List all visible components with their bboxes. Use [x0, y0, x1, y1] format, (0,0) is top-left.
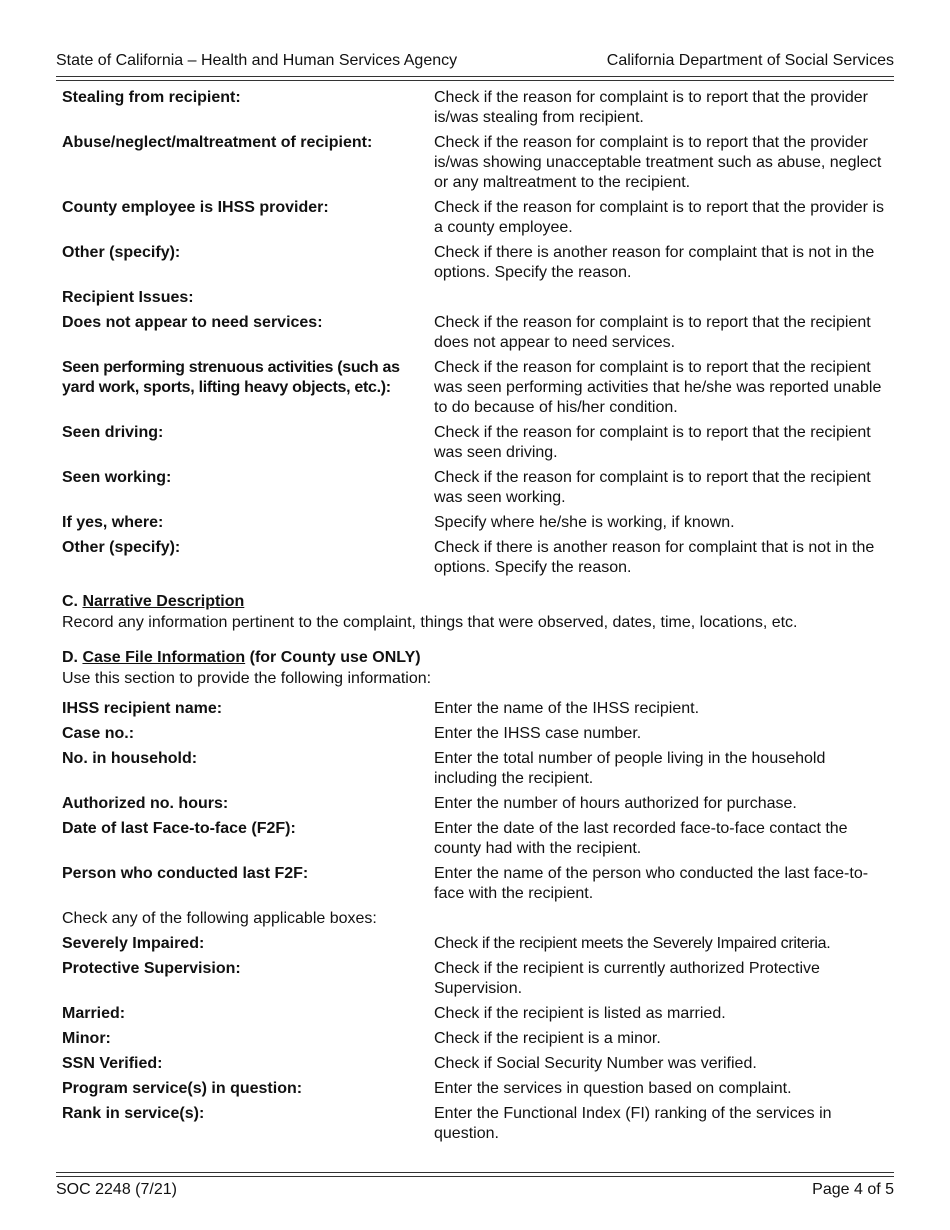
definition-term: Severely Impaired: [62, 935, 205, 952]
definition-row [62, 819, 888, 859]
definition-text: Check if the reason for complaint is to report that the provider is/was showing unacceptable treatment such as abuse, neglect or any maltreatment to the recipient. [434, 134, 882, 191]
footer-rule-double [56, 1176, 894, 1177]
definition-row [62, 538, 888, 578]
definition-text: Check if there is another reason for complaint that is not in the options. Specify the reason. [434, 539, 875, 576]
definition-term: Authorized no. hours: [62, 795, 229, 812]
section-c-text: Record any information pertinent to the complaint, things that were observed, dates, time, locations, etc. [62, 614, 798, 631]
definition-term: Person who conducted last F2F: [62, 865, 309, 882]
section-d-intro: Use this section to provide the following information: [62, 670, 432, 687]
definition-text: Check if the recipient is a minor. [434, 1030, 661, 1047]
definition-text: Check if the recipient meets the Severely Impaired criteria. [434, 935, 831, 952]
definition-text: Check if Social Security Number was verified. [434, 1055, 757, 1072]
definition-text: Enter the IHSS case number. [434, 725, 642, 742]
definition-term: Case no.: [62, 725, 135, 742]
definition-row [62, 699, 888, 719]
section-d-title: Case File Information [82, 649, 246, 666]
definition-row [62, 243, 888, 283]
definition-row [62, 313, 888, 353]
definition-text: Check if the reason for complaint is to report that the recipient was seen working. [434, 469, 871, 506]
definition-text: Enter the name of the person who conducted the last face-to-face with the recipient. [434, 865, 869, 902]
definition-term: Seen driving: [62, 424, 164, 441]
definition-term: IHSS recipient name: [62, 700, 223, 717]
definition-row [62, 133, 888, 193]
page-header [56, 52, 894, 70]
definition-row [62, 198, 888, 238]
definition-text: Enter the name of the IHSS recipient. [434, 700, 700, 717]
definition-row [62, 358, 888, 418]
definition-term: Does not appear to need services: [62, 314, 323, 331]
definition-row [62, 468, 888, 508]
definition-term: No. in household: [62, 750, 198, 767]
definition-term: Rank in service(s): [62, 1105, 205, 1122]
definition-row [62, 749, 888, 789]
page-footer [56, 1181, 894, 1199]
definition-term: Protective Supervision: [62, 960, 241, 977]
header-agency: State of California – Health and Human Services Agency [56, 52, 458, 69]
definition-row [62, 794, 888, 814]
header-department: California Department of Social Services [606, 52, 894, 69]
definition-term: Other (specify): [62, 244, 181, 261]
section-c-heading [62, 592, 888, 612]
definition-text: Check if the recipient is currently authorized Protective Supervision. [434, 960, 820, 997]
definition-text: Check if there is another reason for complaint that is not in the options. Specify the reason. [434, 244, 875, 281]
definition-row [62, 864, 888, 904]
definition-term: Seen working: [62, 469, 172, 486]
definition-row [62, 1029, 888, 1049]
form-number: SOC 2248 (7/21) [56, 1181, 177, 1198]
definition-row [62, 1104, 888, 1144]
definition-text: Enter the total number of people living in the household including the recipient. [434, 750, 826, 787]
recipient-issues-heading: Recipient Issues: [62, 289, 194, 306]
definition-row [62, 1079, 888, 1099]
footer-rule [56, 1172, 894, 1173]
definition-term: Abuse/neglect/maltreatment of recipient: [62, 134, 373, 151]
definition-row [62, 1004, 888, 1024]
definition-term: County employee is IHSS provider: [62, 199, 329, 216]
definition-text: Specify where he/she is working, if known. [434, 514, 735, 531]
definition-term: Other (specify): [62, 539, 181, 556]
definition-text: Check if the reason for complaint is to report that the recipient was seen driving. [434, 424, 871, 461]
definition-row [62, 934, 888, 954]
header-rule-double [56, 80, 894, 81]
section-d-heading [62, 648, 888, 668]
instructions-body [62, 88, 888, 1149]
definition-row [62, 513, 888, 533]
section-d-suffix: (for County use ONLY) [249, 649, 421, 666]
header-rule [56, 76, 894, 77]
definition-text: Enter the date of the last recorded face-to-face contact the county had with the recipient. [434, 820, 848, 857]
section-d-letter: D. [62, 649, 78, 666]
definition-row [62, 88, 888, 128]
page-number: Page 4 of 5 [812, 1181, 894, 1198]
definition-term: Married: [62, 1005, 126, 1022]
definition-term: Seen performing strenuous activities (such as yard work, sports, lifting heavy objects, etc.): [62, 359, 400, 396]
definition-row [62, 1054, 888, 1074]
definition-row [62, 959, 888, 999]
definition-row [62, 724, 888, 744]
definition-text: Enter the services in question based on complaint. [434, 1080, 792, 1097]
definition-text: Enter the Functional Index (FI) ranking of the services in question. [434, 1105, 832, 1142]
definition-text: Check if the recipient is listed as married. [434, 1005, 726, 1022]
definition-text: Check if the reason for complaint is to report that the provider is/was stealing from recipient. [434, 89, 868, 126]
definition-term: If yes, where: [62, 514, 164, 531]
definition-text: Enter the number of hours authorized for purchase. [434, 795, 797, 812]
definition-text: Check if the reason for complaint is to report that the provider is a county employee. [434, 199, 884, 236]
checkbox-intro: Check any of the following applicable boxes: [62, 910, 377, 927]
section-c-letter: C. [62, 593, 78, 610]
definition-text: Check if the reason for complaint is to report that the recipient was seen performing activities that he/she was reported unable to do because of his/her condition. [434, 359, 882, 416]
definition-row [62, 423, 888, 463]
definition-term: Program service(s) in question: [62, 1080, 303, 1097]
definition-text: Check if the reason for complaint is to report that the recipient does not appear to need services. [434, 314, 871, 351]
definition-term: Date of last Face-to-face (F2F): [62, 820, 296, 837]
section-c-title: Narrative Description [82, 593, 245, 610]
definition-term: SSN Verified: [62, 1055, 163, 1072]
definition-term: Minor: [62, 1030, 111, 1047]
definition-term: Stealing from recipient: [62, 89, 241, 106]
